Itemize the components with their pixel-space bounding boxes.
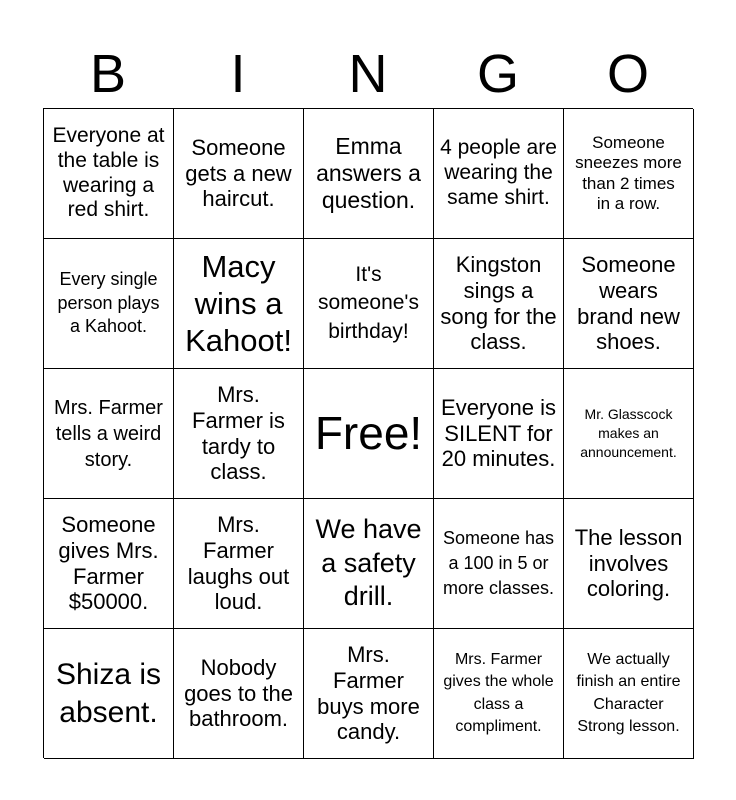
bingo-cell[interactable] [564,629,694,759]
header-letter-g: G [476,44,519,104]
cell-text: Kingston sings a song for the class. [440,251,557,355]
bingo-cell[interactable] [304,239,434,369]
cell-text: Mr. Glasscock makes an announcement. [580,406,677,460]
cell-text: We actually finish an entire Character Strong lesson. [576,651,681,735]
cell-text: Macy wins a Kahoot! [185,248,292,359]
bingo-cell[interactable] [174,239,304,369]
bingo-cell[interactable] [44,109,174,239]
header-letter-o: O [606,44,649,104]
cell-text: Someone gets a new haircut. [185,134,292,212]
bingo-cell[interactable] [44,369,174,499]
cell-text: Everyone at the table is wearing a red shirt. [52,123,165,222]
header-letter-i: I [230,44,246,104]
cell-text: 4 people are wearing the same shirt. [440,136,557,209]
bingo-header [43,40,693,108]
bingo-cell[interactable] [304,499,434,629]
bingo-cell[interactable] [564,369,694,499]
bingo-cell[interactable] [564,499,694,629]
cell-text: Someone sneezes more than 2 times in a row. [575,133,682,213]
bingo-cell[interactable] [434,499,564,629]
bingo-cell[interactable] [174,109,304,239]
cell-text: Mrs. Farmer gives the whole class a compliment. [443,651,554,735]
header-letter-n: N [348,44,388,104]
bingo-cell[interactable] [44,499,174,629]
bingo-board [43,108,693,758]
cell-text: Emma answers a question. [316,132,421,214]
cell-text: Someone gives Mrs. Farmer $50000. [58,511,159,615]
cell-text: Mrs. Farmer laughs out loud. [187,511,290,615]
cell-text: It's someone's birthday! [318,262,419,343]
cell-text: Mrs. Farmer buys more candy. [317,641,420,745]
bingo-cell[interactable] [434,629,564,759]
bingo-cell[interactable] [434,109,564,239]
header-letter-b: B [89,44,127,104]
bingo-cell[interactable] [434,239,564,369]
cell-text: Shiza is absent. [55,658,162,729]
cell-text: Someone has a 100 in 5 or more classes. [442,527,555,599]
bingo-cell[interactable] [304,109,434,239]
cell-text: Every single person plays a Kahoot. [57,268,160,337]
bingo-cell[interactable] [44,239,174,369]
cell-text: Mrs. Farmer tells a weird story. [54,396,163,471]
cell-text: Everyone is SILENT for 20 minutes. [441,394,556,472]
bingo-cell[interactable] [564,109,694,239]
bingo-cell[interactable] [174,499,304,629]
bingo-cell[interactable] [564,239,694,369]
cell-text: Free! [314,407,423,460]
cell-text: The lesson involves coloring. [574,524,683,602]
bingo-cell[interactable] [434,369,564,499]
bingo-cell[interactable] [304,629,434,759]
cell-text: Someone wears brand new shoes. [577,251,680,355]
bingo-cell[interactable] [44,629,174,759]
bingo-cell[interactable] [174,629,304,759]
cell-text: Nobody goes to the bathroom. [184,654,293,732]
free-space[interactable] [304,369,434,499]
cell-text: We have a safety drill. [315,513,422,612]
cell-text: Mrs. Farmer is tardy to class. [192,381,285,485]
bingo-cell[interactable] [174,369,304,499]
